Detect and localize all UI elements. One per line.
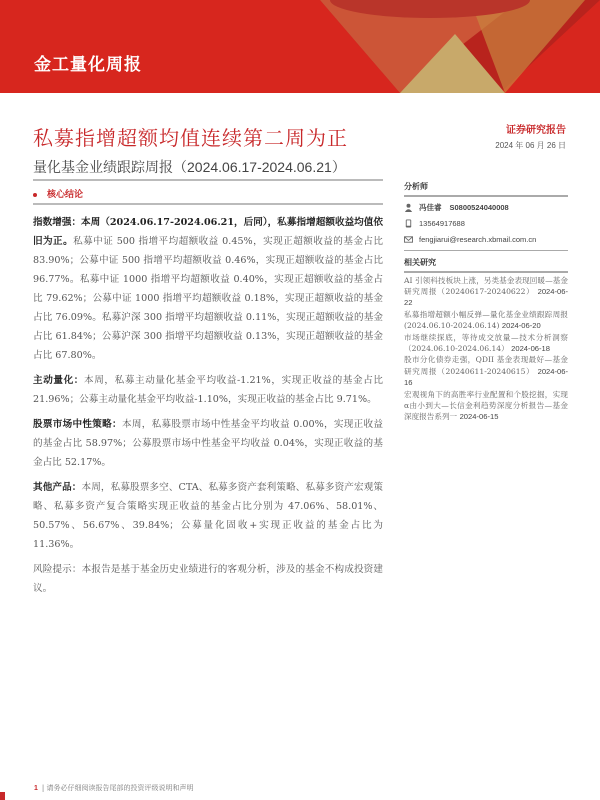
report-type: 证券研究报告 <box>506 125 566 136</box>
paragraph-index-enhance: 指数增强：本周（2024.06.17-2024.06.21，后同），私募指增超额收益均值依旧为正。私募中证 500 指增平均超额收益 0.45%，实现正超额收益的基金占比 83.90%；公募中证 500 指增平均超额收益 0.46%，实现正超额收益的基金占比 96.77%。私募中证 1000 指增平均超额收益 0.40%，实现正超额收益的基金占比 79.62%；公募中证 1000 指增平均超额收益 0.18%，实现正超额收益的基金占比 76.09%。私募沪深 300 指增平均超额收益 0.11%，实现正超额收益的基金占比 61.84%；公募沪深 300 指增平均超额收益 0.13%，实现正超额收益的基金占比 67.80%。 <box>33 217 384 361</box>
footer: 1 | 请务必仔细阅读报告尾部的投资评级说明和声明 <box>34 784 194 792</box>
analyst-panel <box>404 181 568 423</box>
banner-decoration <box>0 0 600 93</box>
paragraph-market-neutral: 股票市场中性策略：本周，私募股票市场中性基金平均收益 0.00%，实现正收益的基金占比 58.97%；公募股票市场中性基金平均收益 0.04%，实现正收益的基金占比 52.17%。 <box>33 419 384 468</box>
header-banner <box>0 0 600 93</box>
divider <box>404 271 568 273</box>
page-subtitle: 量化基金业绩跟踪周报（2024.06.17-2024.06.21） <box>33 159 346 176</box>
report-series: 金工量化周报 <box>34 55 142 75</box>
analyst-name-row: 冯佳睿 S0800524040008 <box>404 200 568 216</box>
divider <box>404 250 568 252</box>
divider <box>33 203 383 205</box>
related-item[interactable]: AI 引领科技板块上涨，另类基金表现回暖—基金研究周报（20240617-20240622） 2024-06-22 <box>404 275 568 308</box>
paragraph-active-quant: 主动量化：本周，私募主动量化基金平均收益-1.21%，实现正收益的基金占比 21.96%；公募主动量化基金平均收益-1.10%，实现正收益的基金占比 9.71%。 <box>33 375 384 405</box>
paragraph-other-products: 其他产品：本周，私募股票多空、CTA、私募多资产套利策略、私募多资产宏观策略、私募多资产复合策略实现正收益的基金占比分别为 47.06%、58.01%、50.57%、56.67%、39.84%；公募量化固收+实现正收益的基金占比为 11.36%。 <box>33 482 383 550</box>
person-icon <box>404 203 413 212</box>
related-item[interactable]: 市场继续探底，等待成交放量—技术分析洞察（2024.06.10-2024.06.14） 2024-06-18 <box>404 332 568 353</box>
divider <box>33 179 383 181</box>
analyst-email[interactable]: fengjiarui@research.xbmail.com.cn <box>419 235 537 244</box>
page-number: 1 <box>34 785 38 792</box>
footer-red-mark <box>0 792 5 800</box>
divider <box>404 195 568 197</box>
report-date: 2024 年 06 月 26 日 <box>495 141 566 150</box>
footer-disclaimer: 请务必仔细阅读报告尾部的投资评级说明和声明 <box>46 784 194 792</box>
analyst-heading: 分析师 <box>404 181 428 191</box>
related-heading: 相关研究 <box>404 257 436 267</box>
page-title: 私募指增超额均值连续第二周为正 <box>33 126 348 150</box>
related-item[interactable]: 股市分化债券走强，QDII 基金表现最好—基金研究周报（20240611-20240615） 2024-06-16 <box>404 355 568 388</box>
related-item[interactable]: 私募指增超额小幅反弹—量化基金业绩跟踪周报(2024.06.10-2024.06.14) 2024-06-20 <box>404 309 568 331</box>
summary-body <box>33 213 383 604</box>
paragraph-risk: 风险提示：本报告是基于基金历史业绩进行的客观分析，涉及的基金不构成投资建议。 <box>33 564 383 594</box>
analyst-email-row[interactable] <box>404 232 568 248</box>
related-item[interactable]: 宏观视角下的高胜率行业配置和个股挖掘，实现α由小到大—长信金利趋势深度分析报告—基金深度报告系列一 2024-06-15 <box>404 389 568 422</box>
phone-icon <box>404 219 413 228</box>
email-icon <box>404 235 413 244</box>
analyst-phone-row: 13564917688 <box>404 216 568 232</box>
related-list <box>404 275 568 423</box>
bullet-icon <box>33 193 37 197</box>
section-heading: 核心结论 <box>33 187 83 200</box>
